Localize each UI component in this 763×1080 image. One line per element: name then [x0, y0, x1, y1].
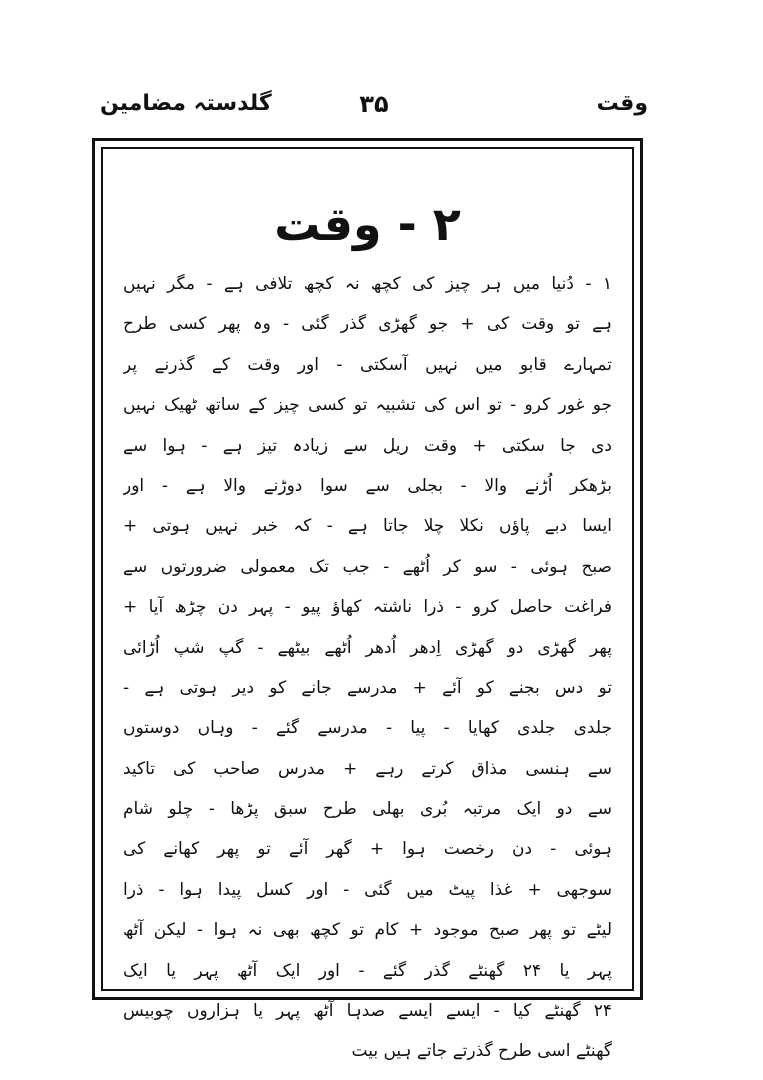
page-header: [100, 84, 648, 124]
chapter-title: ۲ - وقت: [274, 197, 461, 251]
text-line: ۱ - دُنیا میں ہر چیز کی کچھ نہ کچھ تلافی ہے - مگر نہیں: [123, 274, 612, 294]
text-line: ایسا دبے پاؤں نکلا چلا جاتا ہے - کہ خبر نہیں ہوتی +: [123, 516, 612, 537]
book-running-title: گلدستہ مضامین: [100, 91, 272, 116]
text-line: ۲۴ گھنٹے کیا - ایسے ایسے صدہا آٹھ پہر یا ہزاروں چوبیس: [123, 1001, 612, 1022]
text-line: صبح ہوئی - سو کر اُٹھے - جب تک معمولی ضرورتوں سے: [123, 556, 612, 577]
text-line: تو دس بجنے کو آئے + مدرسے جانے کو دیر ہوتی ہے -: [123, 677, 612, 698]
page-number: ۳۵: [359, 90, 389, 118]
text-line: جلدی جلدی کھایا - پیا - مدرسے گئے - وہاں دوستوں: [123, 718, 612, 739]
text-line: پھر گھڑی دو گھڑی اِدھر اُدھر اُٹھے بیٹھے - گپ شپ اُڑائی: [123, 637, 612, 658]
text-line: سے دو ایک مرتبہ بُری بھلی طرح سبق پڑھا - چلو شام: [123, 799, 612, 820]
inner-border: [101, 147, 634, 1062]
text-line: جو غور کرو - تو اس کی تشبیہ تو کسی چیز کے ساتھ ٹھیک نہیں: [123, 395, 612, 416]
text-line: ہوئی - دن رخصت ہوا + گھر آئے تو پھر کھانے کی: [123, 839, 612, 860]
text-line: بڑھکر اُڑنے والا - بجلی سے سوا دوڑنے والا ہے - اور: [123, 475, 612, 496]
text-line: دی جا سکتی + وقت ریل سے زیادہ تیز ہے - ہوا سے: [123, 435, 612, 456]
text-line: پہر یا ۲۴ گھنٹے گذر گئے - اور ایک آٹھ پہر یا ایک: [123, 960, 612, 981]
body-text: [123, 264, 612, 1072]
text-line: گھنٹے اسی طرح گذرتے جاتے ہیں بیت: [351, 1041, 612, 1062]
page-border: [92, 138, 643, 1062]
text-line: سے ہنسی مذاق کرتے رہے + مدرس صاحب کی تاکید: [123, 758, 612, 779]
text-line: تمہارے قابو میں نہیں آسکتی - اور وقت کے گذرنے پر: [123, 354, 612, 375]
chapter-running-title: وقت: [596, 91, 648, 116]
text-line: ہے تو وقت کی + جو گھڑی گذر گئی - وہ پھر کسی طرح: [123, 314, 612, 335]
text-line: فراغت حاصل کرو - ذرا ناشتہ کھاؤ پیو - پہر دن چڑھ آیا +: [123, 597, 612, 618]
text-line: سوجھی + غذا پیٹ میں گئی - اور کسل پیدا ہوا - ذرا: [123, 879, 612, 900]
text-line: لیٹے تو پھر صبح موجود + کام تو کچھ بھی نہ ہوا - لیکن آٹھ: [123, 920, 612, 941]
